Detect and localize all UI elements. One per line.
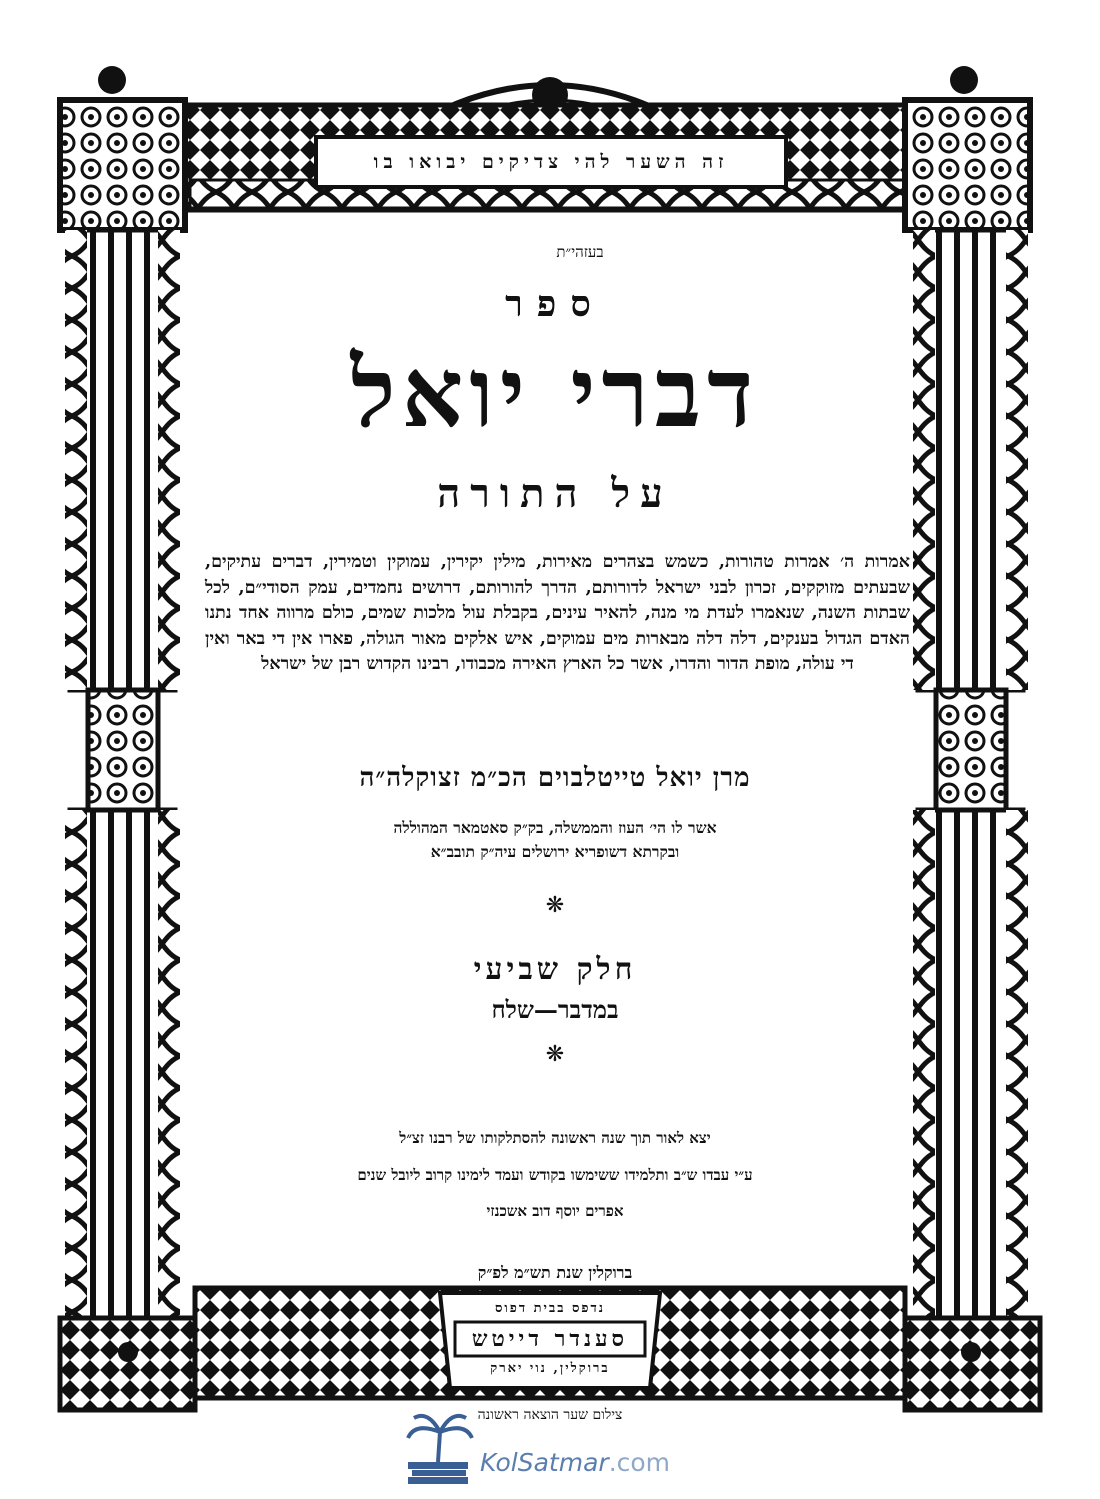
- author-title-line-2: ובקרתא דשופריא ירושלים עיה״ק תובב״א: [430, 842, 680, 861]
- author-name: מרן יואל טייטלבוים הכ״מ זצוקלה״ה: [359, 763, 751, 793]
- brand-name: KolSatmar: [480, 1448, 609, 1477]
- parsha-label: במדבר—שלח: [491, 995, 619, 1024]
- description-paragraph: אמרות ה׳ אמרות טהורות, כשמש בצהרים מאירות, מילין יקירין, עמוקין וטמירין, דברים עתיקים, שבעתים מזוקקים, זכרון לבני ישראל לדורותם, הדרך להורותם, דרושים נחמדים, עמק הסודי״ם, לכל שבתות השנה, שנאמרו לעדת מי מנה, להאיר עינים, בקבלת עול מלכות שמים, כולם מרווה אחד נתנו האדם הגדול בענקים, דלה דלה מבארות מים עמוקים, איש אלקים מאור הגולה, פארו אין די באר ואין די עולה, מופת הדור והדרו, אשר כל הארץ האירה מכבודו, רבינו הקדוש רבן של ישראל: [205, 552, 910, 674]
- basad-heading: בעזהי״ת: [556, 243, 604, 261]
- printer-city: ברוקלין, נוי יארק: [490, 1361, 610, 1376]
- book-subtitle: על התורה: [437, 470, 673, 517]
- sefer-label: ספר: [505, 283, 605, 325]
- printer-label: נדפס בבית דפוס: [495, 1301, 605, 1316]
- publication-place-year: ברוקלין שנת תש״מ לפ״ק: [477, 1263, 633, 1282]
- brand-domain: .com: [608, 1448, 671, 1477]
- publisher-name: אפרים יוסף דוב אשכנזי: [486, 1202, 624, 1220]
- right-column: [905, 66, 1040, 1410]
- left-column: [60, 66, 195, 1410]
- printer-name: סענדר דייטש: [471, 1326, 629, 1352]
- top-banner: זה השער להי צדיקים יבואו בו: [373, 150, 729, 173]
- book-title: דברי יואל: [350, 336, 760, 449]
- author-title-line: אשר לו הי׳ העוז והממשלה, בק״ק סאטמאר המהוללה: [393, 818, 717, 837]
- publication-line-2: ע״י עבדו ש״ב ותלמידו ששימשו בקודש ועמד לימינו קרוב ליובל שנים: [357, 1166, 753, 1184]
- footer-brand-link[interactable]: [480, 1448, 670, 1477]
- scan-caption: צילום שער הוצאה ראשונה: [477, 1407, 623, 1423]
- palm-tree-books-icon: [408, 1416, 472, 1484]
- volume-label: חלק שביעי: [473, 952, 637, 987]
- ornament-icon: ❋: [545, 893, 565, 918]
- ornament-icon-2: ❋: [545, 1042, 565, 1067]
- publication-line-1: יצא לאור תוך שנה ראשונה להסתלקותו של רבנו זצ״ל: [399, 1129, 711, 1147]
